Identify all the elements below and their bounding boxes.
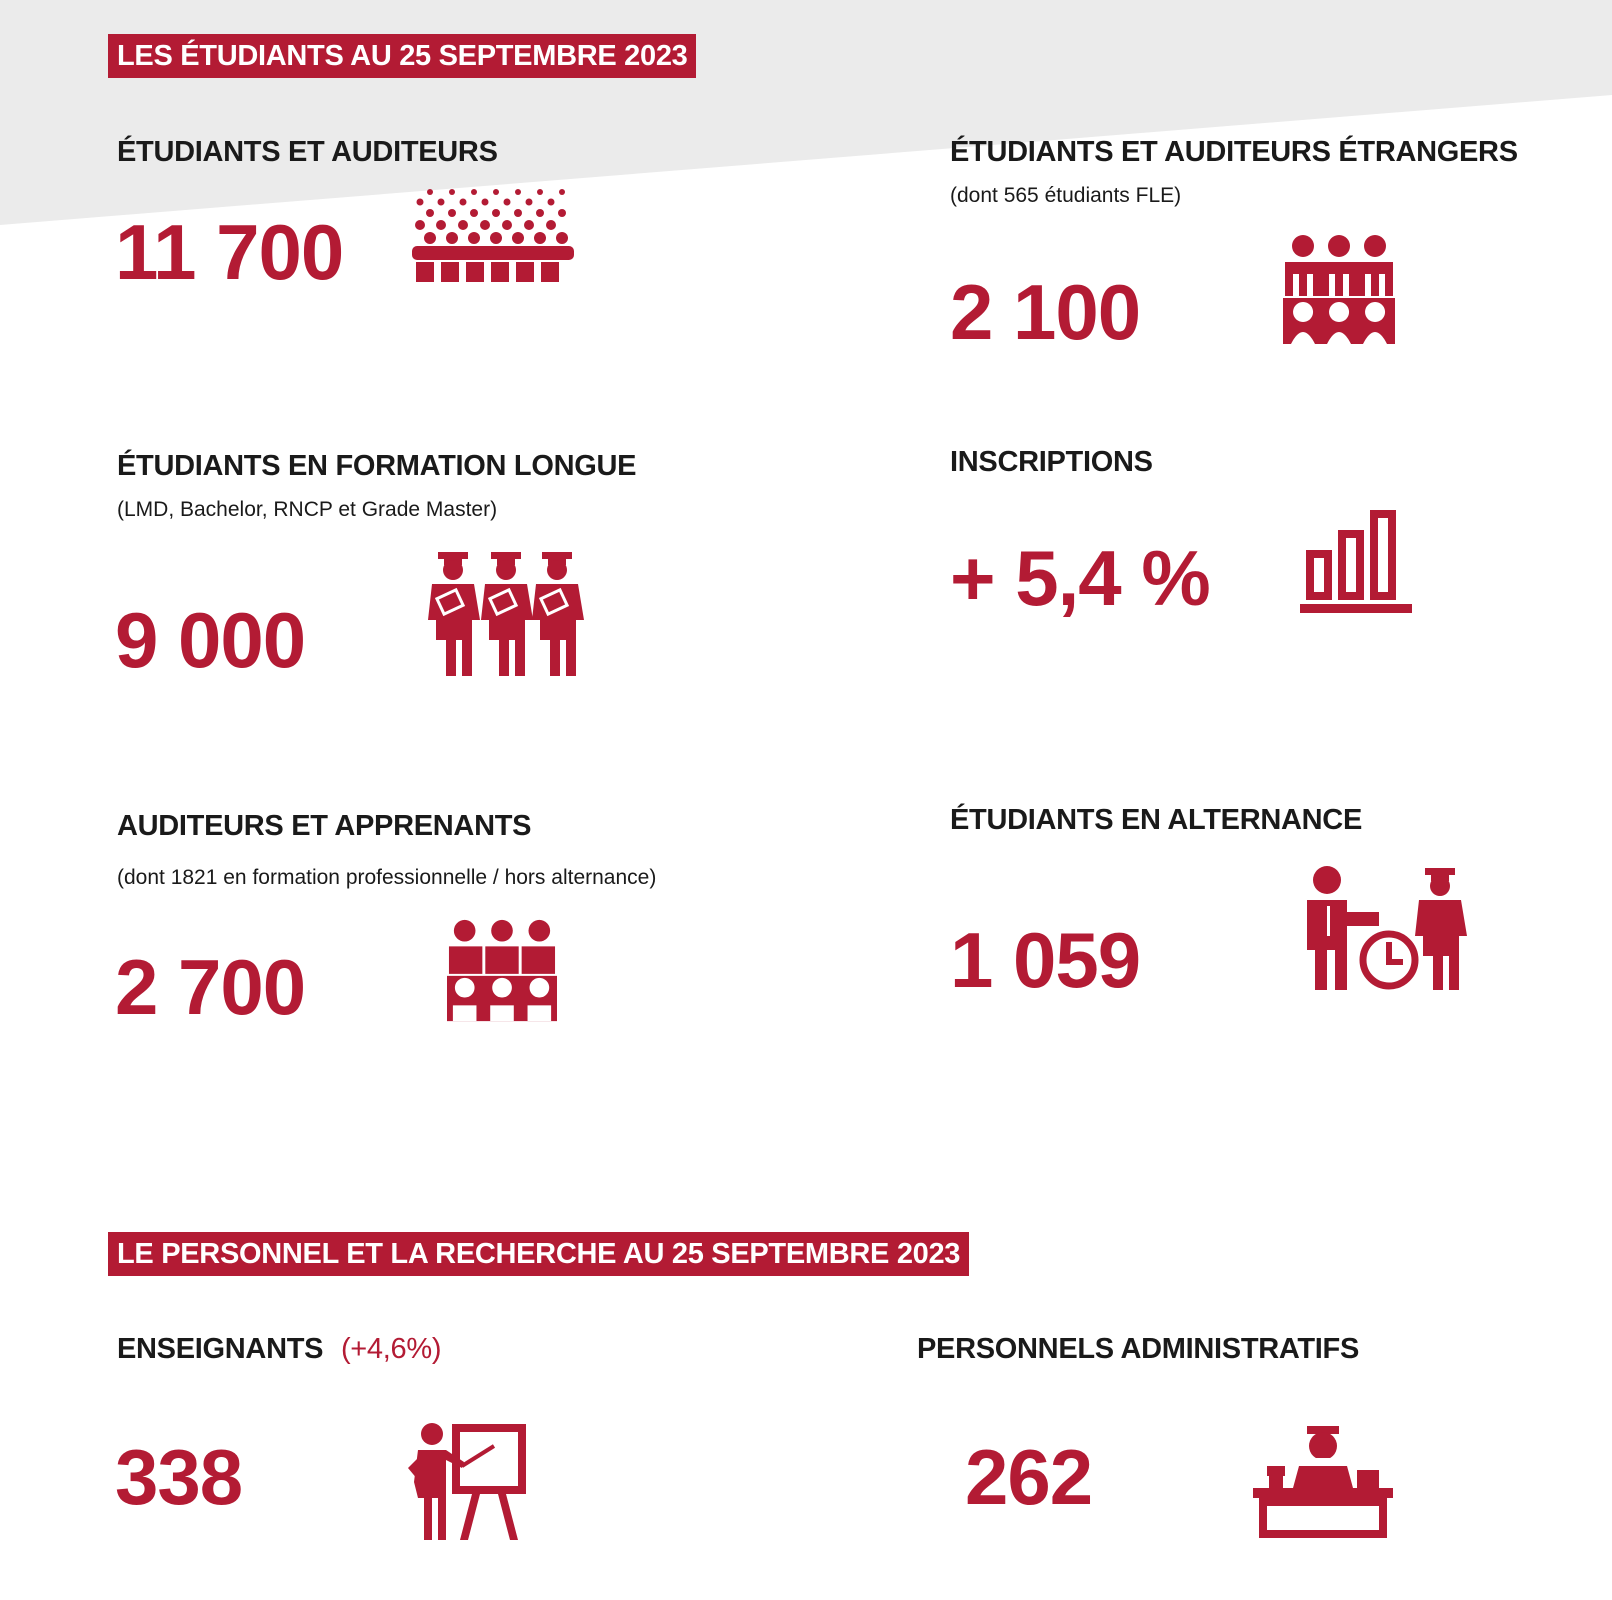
- students-auditors-label: ÉTUDIANTS ET AUDITEURS: [117, 136, 498, 168]
- teachers-value: 338: [115, 1433, 243, 1521]
- teachers-change: (+4,6%): [340, 1333, 442, 1365]
- auditors-learners-value: 2 700: [115, 943, 306, 1031]
- work-study-value: 1 059: [950, 916, 1141, 1004]
- work-study-label: ÉTUDIANTS EN ALTERNANCE: [950, 804, 1362, 836]
- auditors-group-icon: [447, 918, 557, 1022]
- students-section-banner: LES ÉTUDIANTS AU 25 SEPTEMBRE 2023: [108, 34, 696, 78]
- long-training-note: (LMD, Bachelor, RNCP et Grade Master): [117, 498, 498, 521]
- teachers-label-text: ENSEIGNANTS: [117, 1333, 324, 1365]
- registrations-value: + 5,4 %: [950, 534, 1210, 622]
- foreign-students-note: (dont 565 étudiants FLE): [950, 184, 1182, 207]
- long-training-label: ÉTUDIANTS EN FORMATION LONGUE: [117, 450, 637, 482]
- graduates-icon: [428, 552, 586, 676]
- crowd-icon: [412, 186, 574, 282]
- auditors-learners-note: (dont 1821 en formation professionnelle / hors alternance): [117, 866, 657, 889]
- desk-worker-icon: [1253, 1422, 1393, 1538]
- foreign-students-label: ÉTUDIANTS ET AUDITEURS ÉTRANGERS: [950, 136, 1518, 168]
- students-auditors-value: 11 700: [115, 208, 344, 296]
- staff-section-banner: LE PERSONNEL ET LA RECHERCHE AU 25 SEPTEMBRE 2023: [108, 1232, 969, 1276]
- mentor-clock-icon: [1303, 866, 1467, 990]
- teacher-board-icon: [408, 1422, 526, 1540]
- auditors-learners-label: AUDITEURS ET APPRENANTS: [117, 810, 532, 842]
- long-training-value: 9 000: [115, 596, 306, 684]
- foreign-students-value: 2 100: [950, 268, 1141, 356]
- teachers-label: [117, 1333, 441, 1366]
- registrations-label: INSCRIPTIONS: [950, 446, 1153, 478]
- bar-chart-icon: [1300, 510, 1412, 614]
- admin-staff-value: 262: [965, 1433, 1093, 1521]
- foreign-group-icon: [1283, 234, 1395, 344]
- admin-staff-label: PERSONNELS ADMINISTRATIFS: [917, 1333, 1360, 1365]
